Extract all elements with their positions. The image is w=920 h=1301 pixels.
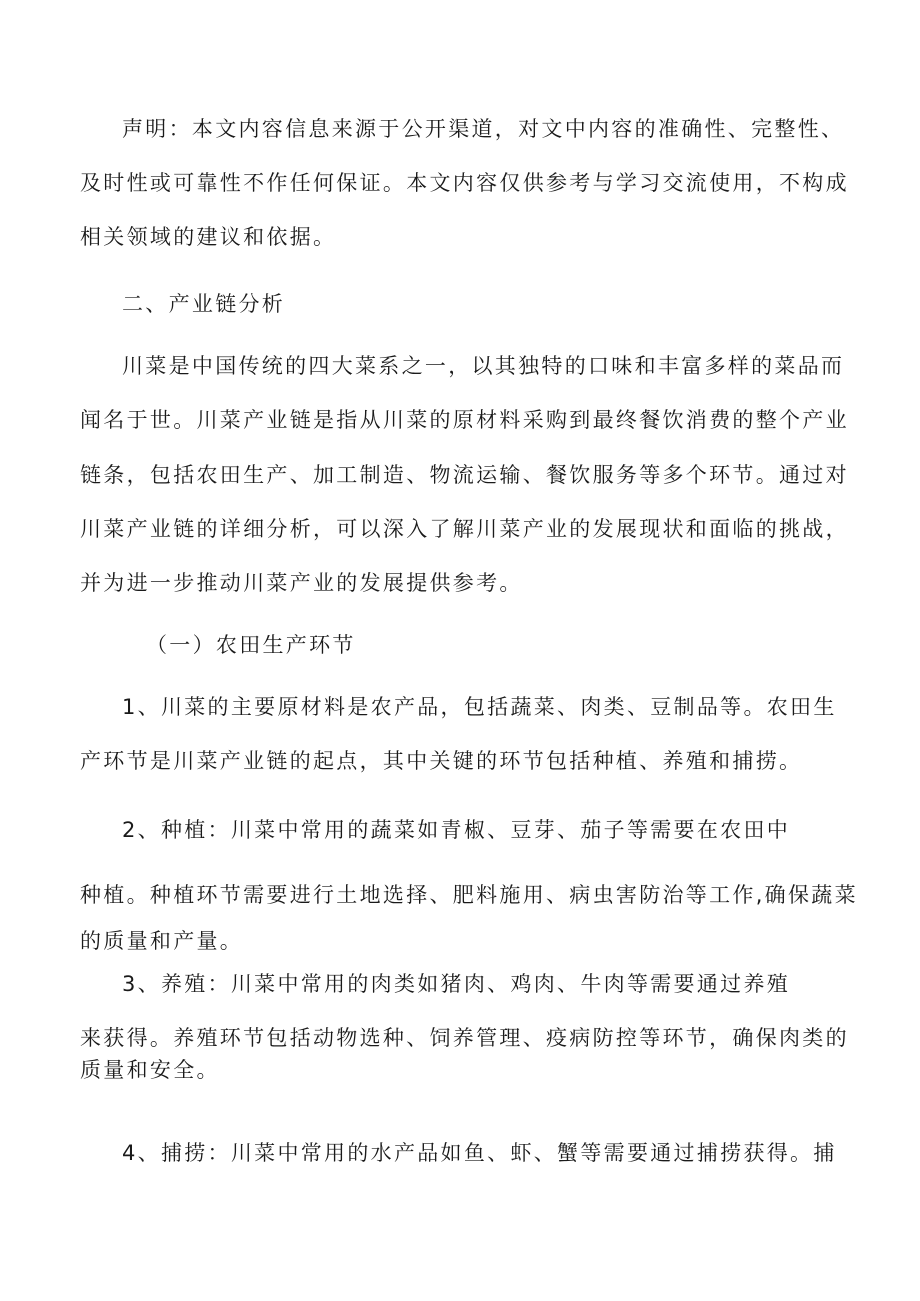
item1-line-1: 1、川菜的主要原材料是农产品，包括蔬菜、肉类、豆制品等。农田生 [122,695,837,719]
item2-line-2: 种植。种植环节需要进行土地选择、肥料施用、病虫害防治等工作,确保蔬菜 [80,883,858,907]
item3-line-1: 3、养殖：川菜中常用的肉类如猪肉、鸡肉、牛肉等需要通过养殖 [122,972,791,996]
item4-line-1: 4、捕捞：川菜中常用的水产品如鱼、虾、蟹等需要通过捕捞获得。捕 [122,1141,837,1165]
intro-line-4: 川菜产业链的详细分析，可以深入了解川菜产业的发展现状和面临的挑战， [80,517,849,541]
intro-line-1: 川菜是中国传统的四大菜系之一，以其独特的口味和丰富多样的菜品而 [122,354,845,378]
sub-heading: （一）农田生产环节 [146,633,356,657]
item1-line-2: 产环节是川菜产业链的起点，其中关键的环节包括种植、养殖和捕捞。 [80,749,803,773]
intro-line-5: 并为进一步推动川菜产业的发展提供参考。 [80,571,523,595]
item2-line-3: 的质量和产量。 [80,929,244,953]
section-heading: 二、产业链分析 [122,292,286,316]
intro-line-3: 链条，包括农田生产、加工制造、物流运输、餐饮服务等多个环节。通过对 [80,463,849,487]
item2-line-1: 2、种植：川菜中常用的蔬菜如青椒、豆芽、茄子等需要在农田中 [122,818,791,842]
disclaimer-line-2: 及时性或可靠性不作任何保证。本文内容仅供参考与学习交流使用，不构成 [80,171,849,195]
disclaimer-line-1: 声明：本文内容信息来源于公开渠道，对文中内容的准确性、完整性、 [122,117,845,141]
item3-line-2: 来获得。养殖环节包括动物选种、饲养管理、疫病防控等环节，确保肉类的 [80,1026,849,1050]
intro-line-2: 闻名于世。川菜产业链是指从川菜的原材料采购到最终餐饮消费的整个产业 [80,408,849,432]
item3-line-3: 质量和安全。 [80,1058,220,1082]
disclaimer-line-3: 相关领域的建议和依据。 [80,225,337,249]
